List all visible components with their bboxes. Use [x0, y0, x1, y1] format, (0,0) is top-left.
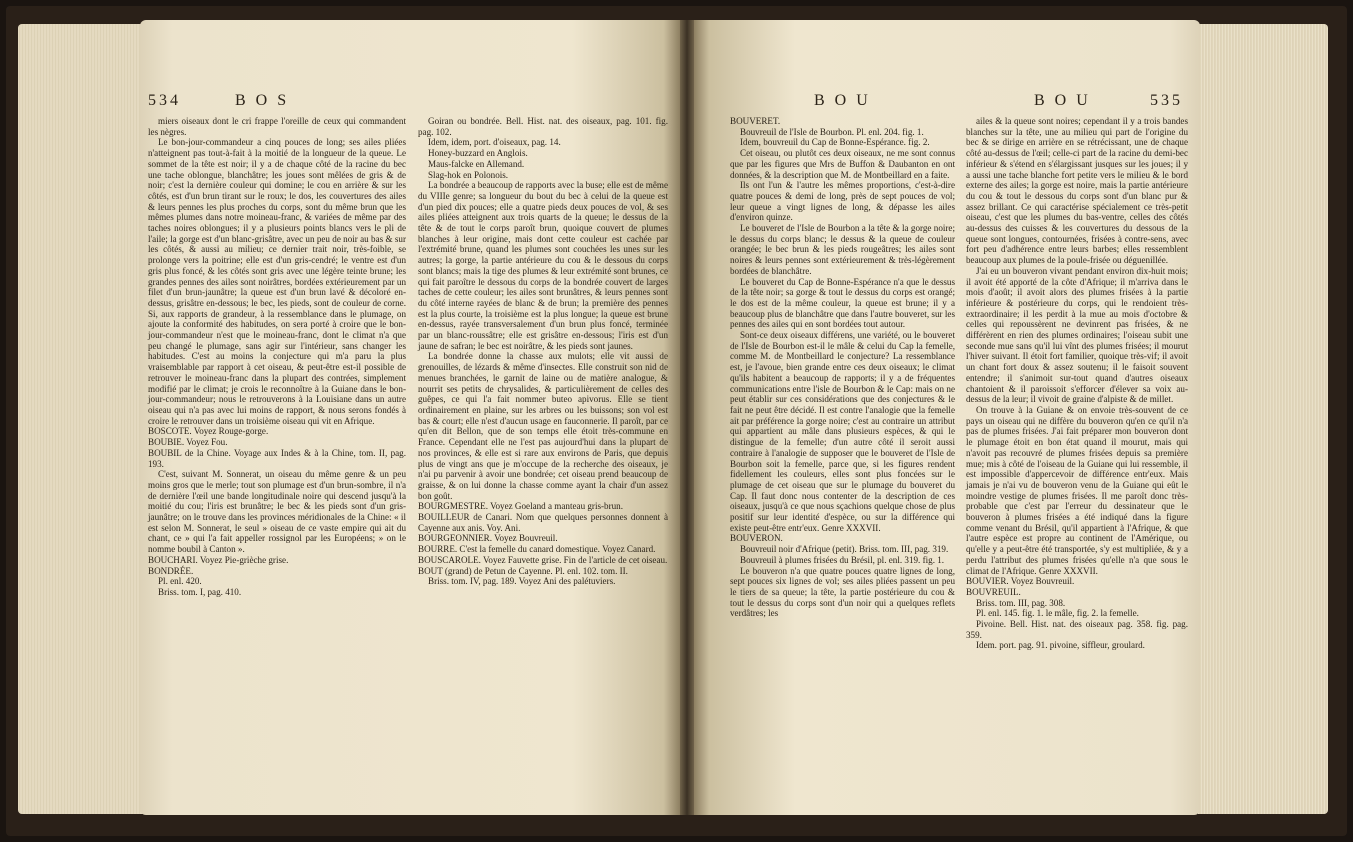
paragraph: Cet oiseau, ou plutôt ces deux oiseaux, ne me sont connus que par les figures que Mrs de Buffon & Daubanton en ont données, & la description que M. de Montbeillard en a faite. [730, 148, 955, 180]
paragraph: La bondrée donne la chasse aux mulots; elle vit aussi de grenouilles, de lézards & même d'insectes. Elle construit son nid de menues branchées, le garnit de laine ou de matière analogue, & nourrit ses petits de chrysalides, & particulièrement de celles des guêpes, ce qui l'a fait nommer buteo apivorus. Elle se tient ordinairement en plaine, sur les arbres ou les buissons; son vol est bas & court; elle n'est d'aucun usage en fauconnerie. Il paroît, par ce qu'en dit Bellon, que de son temps elle étoit très-commune en France. Cependant elle ne l'est pas aujourd'hui dans la plupart de nos provinces, & elle est si rare aux environs de Paris, que depuis plus de vingt ans que je m'occupe de la recherche des oiseaux, je n'ai pu parvenir à avoir une bondrée; cet oiseau prend beaucoup de graisse, & on lui donne la chasse comme ayant la chair d'un assez bon goût. [418, 351, 668, 501]
paragraph: Le bouveret du Cap de Bonne-Espérance n'a que le dessus de la tête noir; sa gorge & tout le dessus du corps est orangé; le dos est de la même couleur, la queue est brune; il y a beaucoup plus de blanchâtre que dans l'autre bouveret, sur les pennes des ailes qui en sont bordées tout autour. [730, 276, 955, 330]
paragraph: BOUVERET. [730, 116, 781, 126]
paragraph: Briss. tom. III, pag. 308. [976, 597, 1066, 608]
paragraph: BOUCHARI. Voyez Pie-grièche grise. [148, 554, 289, 565]
paragraph: ailes & la queue sont noires; cependant il y a trois bandes blanches sur la tête, une au milieu qui part de l'origine du bec & se dirige en arrière en se rétrécissant, une de chaque côté au-dessus de l'œil; celle-ci part de la racine du demi-bec inférieur & s'étend en s'élargissant jusques sur les joues; il y a aussi une tache blanche fort petite vers le milieu & le bord externe des ailes; la gorge est noire, mais la partie antérieure du cou & tout le dessous du corps sont d'un blanc pur & assez brillant. Ce qui caractérise spécialement ce très-petit oiseau, c'est que les plumes du bas-ventre, celles des côtés au-dessus des cuisses & les couvertures du dessous de la queue sont longues, contournées, frisées à contre-sens, avec fort peu d'adhérence entre leurs barbes; elles ressemblent beaucoup aux plumes de la poule-frisée ou déguenillée. [966, 116, 1188, 266]
paragraph: BOUT (grand) de Petun de Cayenne. Pl. enl. 102. tom. II. [418, 565, 628, 576]
paragraph: C'est, suivant M. Sonnerat, un oiseau du même genre & un peu moins gros que le merle; tout son plumage est d'un brun-sombre, il n'a de dernière l'œil une bande longitudinale noire qui descend jusqu'à la moitié du cou; l'iris est brunâtre; le bec & les pieds sont d'un gris-jaunâtre; on le trouve dans les provinces méridionales de la Chine: « il est selon M. Sonnerat, le seul » oiseau de ce vaste empire qui ait du chant, ce » qui l'a fait appeller rossignol par les Européens; » on le nomme boubil à Canton ». [148, 469, 406, 555]
paragraph: BOUVIER. Voyez Bouvreuil. [966, 576, 1075, 587]
paragraph: BONDRÉE. [148, 565, 194, 576]
paragraph: Ils ont l'un & l'autre les mêmes proportions, c'est-à-dire quatre pouces & demi de long, près de sept pouces de vol; leur queue a vingt lignes de long, & dépasse les ailes d'environ quinze. [730, 180, 955, 223]
paragraph: Bouvreuil de l'Isle de Bourbon. Pl. enl. 204. fig. 1. [740, 126, 924, 137]
paragraph: Le bon-jour-commandeur a cinq pouces de long; ses ailes pliées n'atteignent pas tout-à-fait à la moitié de la longueur de la queue. Le sommet de la tête est noir; il y a de chaque côté de la racine du bec une tache oblongue, blanchâtre; les joues sont mêlées de gris & de noir; c'est la dernière couleur qui domine; le cou en arrière & sur les côtés, est d'un brun tirant sur le roux; le dos, les couvertures des ailes & leurs pennes les plus proches du corps, sont du même brun que les mêmes plumes dans notre moineau-franc, & variées de même par des taches noires oblongues; il y a plusieurs points blancs vers le pli de l'aile; la gorge est d'un blanc-grisâtre, avec un peu de noir au bas & sur les côtés, & aussi au milieu; ce dernier trait noir, très-foible, se prolonge vers la poitrine; elle est d'un gris-cendré; le ventre est d'un gris plus foncé, & les côtés sont gris avec une légère teinte brune; les grandes pennes des ailes sont noirâtres, bordées extérieurement par un filet d'un brun-jaunâtre; la queue est d'un brun lavé & décoloré en-dessus, grisâtre en-dessous; le bec, les pieds, sont de couleur de corne. Si, aux rapports de grandeur, à la ressemblance dans le plumage, on ajoute la conformité des habitudes, on sera porté à croire que le bon-jour-commandeur n'est que le moineau-franc, dont le climat n'a que peu changé le plumage, sans agir sur l'intérieur, sans changer les habitudes. C'est au moins la conjecture qui m'a paru la plus vraisemblable par rapport à cet oiseau, & peut-être est-il possible de retrouver le moineau-franc dans la plupart des contrées, simplement modifié par le climat; je crois le reconnoître à la Guiane dans le bon-jour-commandeur; nous le retrouverons à la Louisiane dans un autre oiseau qui n'a pas avec lui moins de rapport, & nous serons fondés à croire le retrouver dans un troisième oiseau qui vit en Afrique. [148, 137, 406, 426]
paragraph: BOUSCAROLE. Voyez Fauvette grise. Fin de l'article de cet oiseau. [418, 554, 668, 565]
left-running-head: B O S [235, 92, 290, 109]
paragraph: BOUBIL de la Chine. Voyage aux Indes & à la Chine, tom. II, pag. 193. [148, 447, 406, 469]
paragraph: On trouve à la Guiane & on envoie très-souvent de ce pays un oiseau qui ne diffère du bouveron qu'en ce qu'il n'a pas de plumes frisées. J'ai fait préparer mon bouveron dont le plumage étoit en bon état quand il mourut, mais qui n'avoit pas recouvré de plumes frisées depuis sa première mue; mis à côté de l'oiseau de la Guiane qui lui ressemble, il est impossible d'appercevoir de différence entr'eux. Mais jamais je n'ai vu de bouveron venu de la Guiane qui eût le moindre vestige de plumes frisées. Il me paroît donc très-probable que c'est par l'erreur du dessinateur que le bouveron à plumes frisées a été indiqué dans la figure comme venant du Brésil, qu'il appartient à l'Afrique, & que l'autre espèce est propre au continent de l'Amérique, ou qu'elle y a peut-être été transportée, s'y est multipliée, & y a perdu l'attribut des plumes frisées qu'elle n'a que sous le climat de l'Afrique. Genre XXXVII. [966, 404, 1188, 576]
paragraph: J'ai eu un bouveron vivant pendant environ dix-huit mois; il avoit été apporté de la côte d'Afrique; il m'arriva dans le mois d'août; il avoit alors des plumes frisées à la partie inférieure & postérieure du corps, qui le rendoient très-extraordinaire; il les perdit à la mue au mois d'octobre & celles qui repoussèrent ne devinrent pas frisées, & ne différèrent en rien des plumes ordinaires; l'oiseau subit une seconde mue sans qu'il lui vînt des plumes frisées; il mourut l'hiver suivant. Il étoit fort familier, quoique très-vif; il avoit un chant fort doux & assez soutenu; il le faisoit souvent entendre; il s'animoit sur-tout quand d'autres oiseaux chantoient & il paroissoit s'efforcer d'élever sa voix au-dessus de la leur; il vivoit de graine d'alpiste & de millet. [966, 265, 1188, 405]
right-page-number: 535 [1150, 92, 1183, 109]
paragraph: BOUVERON. [730, 533, 783, 544]
paragraph: BOURGEONNIER. Voyez Bouvreuil. [418, 533, 558, 544]
paragraph: BOSCOTE. Voyez Rouge-gorge. [148, 426, 269, 437]
paragraph: Sont-ce deux oiseaux différens, une variété, ou le bouveret de l'Isle de Bourbon est-il le mâle & celui du Cap la femelle, comme M. de Montbeillard le conjecture? La ressemblance est, je l'avoue, bien grande entre ces deux oiseaux; le climat qu'ils habitent a beaucoup de rapports; il y a de fréquentes communications entre l'isle de Bourbon & le Cap: mais on ne peut établir sur ces considérations que des conjectures & le fait ne peut être décidé. Il est contre l'analogie que la femelle ait par préférence la gorge noire; c'est au contraire un attribut qui appartient au mâle dans plusieurs espèces, & qui le distingue de la femelle; d'un autre côté il seroit aussi contraire à l'analogie de supposer que le bouveret de l'Isle de Bourbon soit la femelle, parce que, si les figures rendent fidellement les couleurs, elles sont plus foncées sur le plumage de cet oiseau que sur le plumage du bouveret du Cap. Il faut donc nous contenter de la description de ces oiseaux, jusqu'à ce que nous sçachions quelque chose de plus positif sur leur identité d'espèce, ou sur la différence qui existe peut-être entr'eux. Genre XXXVII. [730, 330, 955, 533]
paragraph: Idem. port. pag. 91. pivoine, siffleur, groulard. [976, 640, 1145, 651]
paragraph: Goiran ou bondrée. Bell. Hist. nat. des oiseaux, pag. 101. fig. pag. 102. [418, 116, 668, 137]
paragraph: Pl. enl. 145. fig. 1. le mâle, fig. 2. la femelle. [976, 608, 1139, 619]
paragraph: miers oiseaux dont le cri frappe l'oreille de ceux qui commandent les nègres. [148, 116, 406, 137]
paragraph: Slag-hok en Polonois. [428, 169, 509, 180]
paragraph: Briss. tom. IV, pag. 189. Voyez Ani des palétuviers. [428, 576, 616, 587]
paragraph: Pivoine. Bell. Hist. nat. des oiseaux pag. 358. fig. pag. 359. [966, 619, 1188, 640]
paragraph: Pl. enl. 420. [158, 576, 202, 587]
right-page [694, 20, 1200, 815]
paragraph: BOUVREUIL. [966, 586, 1021, 597]
paragraph: La bondrée a beaucoup de rapports avec la buse; elle est de même du VIIIe genre; sa longueur du bout du bec à celui de la queue est d'un pied dix pouces; elle a quatre pieds deux pouces de vol, & ses ailes pliées atteignent aux trois quarts de la queue; le dessus de la tête & de tout le corps paroît brun, quoique couvert de plumes blanches à leur origine, mais dont cette couleur est cachée par l'extrémité brune, quand les plumes sont couchées les unes sur les autres; la gorge, la partie antérieure du cou & le dessous du corps sont blancs; mais la tige des plumes & leur extrémité sont brunes, ce qui fait paroître le dessous du corps de la bondrée couvert de larges taches de cette couleur; les ailes sont brunâtres, & leurs pennes sont du côté interne rayées de blanc & de brun; la première des pennes est la plus courte, la troisième est la plus longue; la queue est brune en-dessus, rayée transversalement d'un brun plus foncé, terminée par un blanc-roussâtre; elle est grisâtre en-dessous; l'iris est d'un jaune de safran; le bec est noirâtre, & les pieds sont jaunes. [418, 180, 668, 351]
left-page-number: 534 [148, 92, 181, 109]
left-column-2 [418, 116, 668, 587]
paragraph: Briss. tom. I, pag. 410. [158, 586, 242, 597]
left-page-edges [18, 24, 143, 814]
paragraph: Honey-buzzard en Anglois. [428, 148, 528, 159]
paragraph: Maus-falcke en Allemand. [428, 158, 525, 169]
right-page-edges [1198, 24, 1328, 814]
left-page [140, 20, 680, 815]
book-gutter [680, 20, 694, 815]
right-running-head-2: B O U [1034, 92, 1091, 109]
paragraph: Idem, bouvreuil du Cap de Bonne-Espérance. fig. 2. [740, 137, 930, 148]
paragraph: Bouvreuil noir d'Afrique (petit). Briss. tom. III, pag. 319. [740, 544, 949, 555]
paragraph: Le bouveret de l'Isle de Bourbon a la tête & la gorge noire; le dessus du corps blanc; le dessus & la queue de couleur orangée; le bec brun & les pieds rougeâtres; les ailes sont noires & leurs pennes sont extérieurement & très-légèrement bordées de blanchâtre. [730, 223, 955, 276]
paragraph: BOURRE. C'est la femelle du canard domestique. Voyez Canard. [418, 544, 656, 555]
paragraph: Idem, idem, port. d'oiseaux, pag. 14. [428, 137, 561, 148]
paragraph: Bouvreuil à plumes frisées du Brésil, pl. enl. 319. fig. 1. [740, 554, 945, 565]
right-column-2 [966, 116, 1188, 651]
right-column-1 [730, 116, 955, 619]
paragraph: BOURGMESTRE. Voyez Goeland a manteau gris-brun. [418, 501, 623, 512]
paragraph: BOUBIE. Voyez Fou. [148, 437, 228, 448]
paragraph: Le bouveron n'a que quatre pouces quatre lignes de long, sept pouces six lignes de vol; ses ailes pliées passent un peu le tiers de sa queue; la tête, la partie postérieure du cou & tout le dessus du corps sont d'un noir qui a quelques reflets verdâtres; les [730, 565, 955, 619]
right-running-head: B O U [814, 92, 871, 109]
left-column-1 [148, 116, 406, 598]
paragraph: BOUILLEUR de Canari. Nom que quelques personnes donnent à Cayenne aux anis. Voy. Ani. [418, 512, 668, 533]
